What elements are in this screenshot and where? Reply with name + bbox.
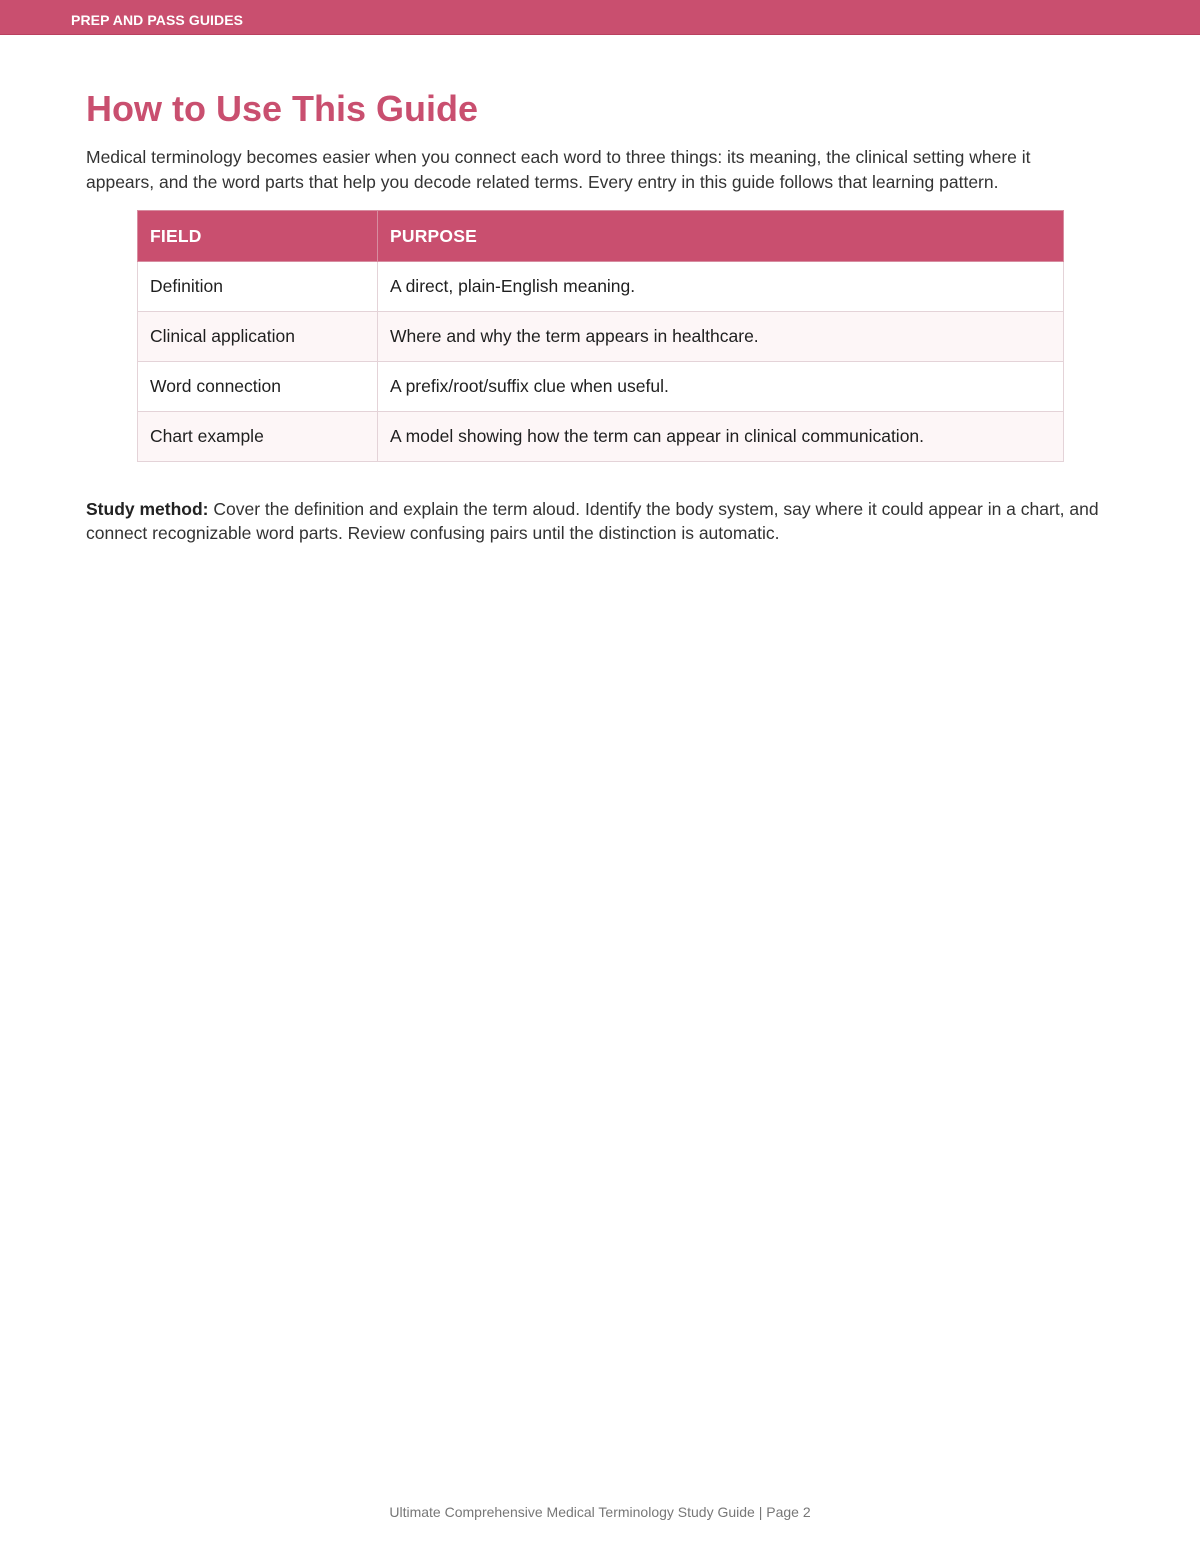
study-method-text: Cover the definition and explain the term aloud. Identify the body system, say where it could appear in a chart, and connect recognizable word parts. Review confusing pairs until the distinction is automatic. [86,499,1099,543]
top-banner [0,0,1200,35]
study-method-paragraph [86,497,1116,545]
table-cell-field: Definition [138,262,378,312]
guide-fields-table [137,210,1064,462]
table-cell-field: Chart example [138,412,378,462]
page-title: How to Use This Guide [86,88,479,129]
table-cell-purpose: Where and why the term appears in healthcare. [378,312,1064,362]
column-header-field: FIELD [138,211,378,262]
page-footer: Ultimate Comprehensive Medical Terminology Study Guide | Page 2 [389,1504,811,1520]
table-cell-purpose: A direct, plain-English meaning. [378,262,1064,312]
table-cell-purpose: A model showing how the term can appear in clinical communication. [378,412,1064,462]
table-cell-purpose: A prefix/root/suffix clue when useful. [378,362,1064,412]
table-row [138,362,1064,412]
table-row [138,412,1064,462]
table-cell-field: Word connection [138,362,378,412]
table-header-row [138,211,1064,262]
table-row [138,312,1064,362]
study-method-label: Study method: [86,499,209,519]
column-header-purpose: PURPOSE [378,211,1064,262]
table-row [138,262,1064,312]
banner-text: PREP AND PASS GUIDES [71,12,244,28]
intro-paragraph: Medical terminology becomes easier when you connect each word to three things: its meaning, the clinical setting where it appears, and the word parts that help you decode related terms. Every entry in this guide follows that learning pattern. [86,147,1031,192]
table-cell-field: Clinical application [138,312,378,362]
